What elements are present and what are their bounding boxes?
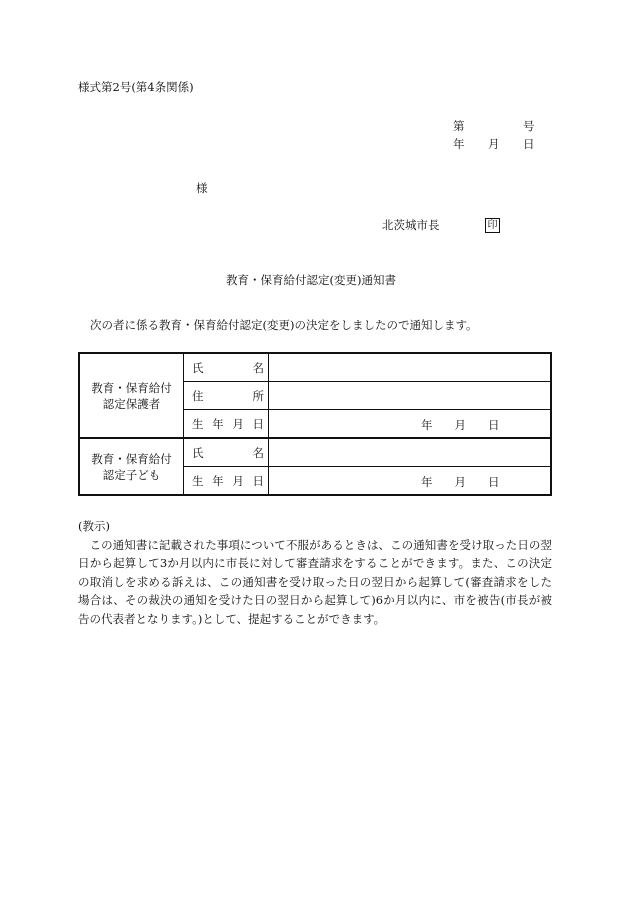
guardian-address-field[interactable] [269,382,552,410]
appeal-notice [78,517,552,628]
child-name-label: 氏 名 [184,438,269,467]
form-number: 様式第2号(第4条関係) [78,80,194,94]
doc-number-suffix: 号 [523,119,535,133]
seal-mark: 印 [485,218,500,233]
certification-table [78,352,552,496]
year-unit: 年 [421,418,433,432]
intro-text: 次の者に係る教育・保育給付認定(変更)の決定をしましたので通知します。 [90,318,478,332]
year-unit: 年 [421,475,433,489]
guardian-address-label: 住 所 [184,382,269,410]
child-birthdate-field[interactable] [269,467,552,496]
guardian-birthdate-field[interactable] [269,410,552,439]
child-group-label: 教育・保育給付 認定子ども [79,438,184,495]
issue-month: 月 [488,137,500,151]
guardian-birthdate-label: 生 年 月 日 [184,410,269,439]
day-unit: 日 [488,418,500,432]
document-title: 教育・保育給付認定(変更)通知書 [226,273,396,287]
month-unit: 月 [454,418,466,432]
notice-heading: (教示) [78,519,110,533]
guardian-name-field[interactable] [269,353,552,382]
child-name-field[interactable] [269,438,552,467]
day-unit: 日 [488,475,500,489]
doc-number-prefix: 第 [453,119,465,133]
notice-body: この通知書に記載された事項について不服があるときは、この通知書を受け取った日の翌日から起算して3か月以内に市長に対して審査請求をすることができます。また、この決定の取消しを求める訴えは、この通知書を受け取った日の翌日から起算して(審査請求をした場合は、その裁決の通知を受けた日の翌日から起算して)6か月以内に、市を被告(市長が被告の代表者となります。)として、提起することができます。 [78,537,552,626]
issue-day: 日 [523,137,535,151]
month-unit: 月 [454,475,466,489]
issue-year: 年 [453,137,465,151]
child-birthdate-label: 生 年 月 日 [184,467,269,496]
guardian-name-label: 氏 名 [184,353,269,382]
issuer-name: 北茨城市長 [382,218,440,232]
guardian-group-label: 教育・保育給付 認定保護者 [79,353,184,438]
recipient-honorific: 様 [196,181,208,195]
